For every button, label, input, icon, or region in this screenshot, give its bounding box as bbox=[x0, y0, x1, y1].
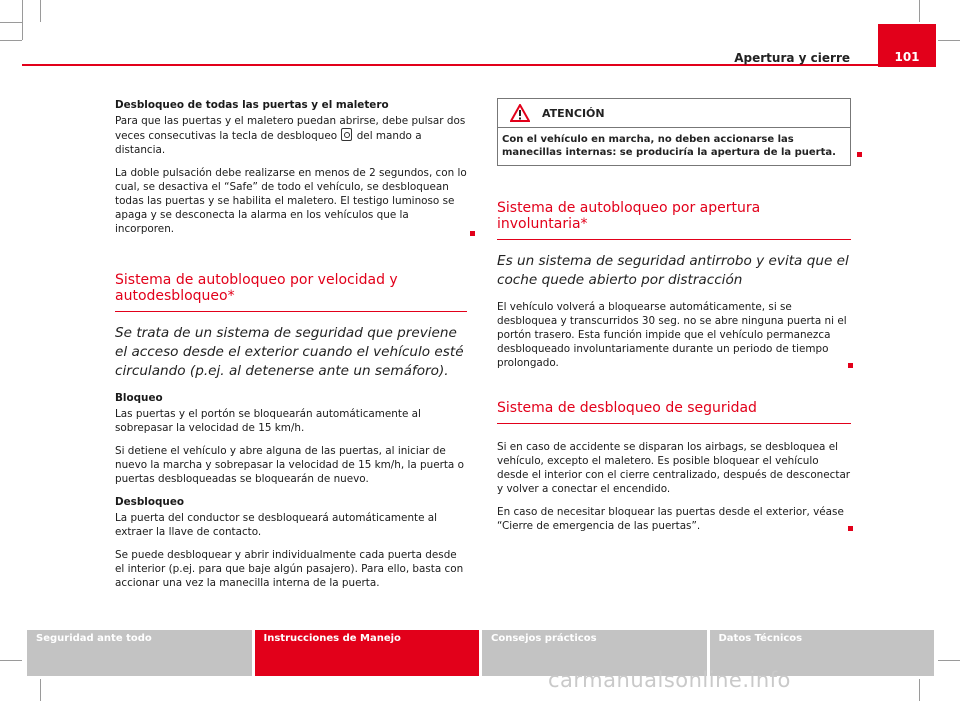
chapter-tabs bbox=[27, 630, 934, 676]
crop-mark bbox=[0, 22, 22, 23]
section-title: Sistema de autobloqueo por velocidad y autodesbloqueo* bbox=[115, 272, 467, 312]
text: del mando a distancia. bbox=[115, 130, 422, 156]
section-end-marker bbox=[470, 231, 475, 236]
watermark: carmanualsonline.info bbox=[548, 668, 791, 692]
paragraph: La puerta del conductor se desbloqueará automáticamente al extraer la llave de contacto. bbox=[115, 512, 438, 538]
paragraph bbox=[497, 300, 851, 370]
text: La doble pulsación debe realizarse en menos de 2 segundos, con lo cual, se desactiva el “Safe” de todo el vehículo, se desbloquean todas las puertas y se habilita el maletero. El testigo luminoso se apaga y se desconecta la alarma en los vehículos que la incorporen. bbox=[115, 167, 467, 235]
crop-mark bbox=[40, 679, 41, 701]
section-title: Sistema de desbloqueo de seguridad bbox=[497, 400, 851, 424]
header-title: Apertura y cierre bbox=[734, 51, 850, 65]
unlock-key-icon bbox=[341, 128, 352, 141]
crop-mark bbox=[938, 660, 960, 661]
crop-mark bbox=[919, 679, 920, 701]
page-number: 101 bbox=[878, 24, 936, 67]
left-column bbox=[115, 98, 467, 599]
warning-title: ATENCIÓN bbox=[542, 106, 605, 120]
paragraph: Las puertas y el portón se bloquearán automáticamente al sobrepasar la velocidad de 15 km/h. bbox=[115, 408, 421, 434]
paragraph: Si en caso de accidente se disparan los airbags, se desbloquea el vehículo, excepto el maletero. Es posible bloquear el vehículo desde el interior con el cierre centralizado, después de desconectar y volver a conectar el encendido. bbox=[497, 441, 851, 495]
crop-mark bbox=[919, 0, 920, 22]
section-end-marker bbox=[848, 526, 853, 531]
warning-header bbox=[498, 99, 850, 128]
section-subheading: Desbloqueo bbox=[115, 496, 185, 508]
section-intro: Se trata de un sistema de seguridad que previene el acceso desde el exterior cuando el vehículo esté circulando (p.ej. al detenerse ante un semáforo). bbox=[115, 325, 464, 379]
tab-datos[interactable]: Datos Técnicos bbox=[710, 630, 935, 676]
warning-text: Con el vehículo en marcha, no deben accionarse las manecillas internas: se produciría la apertura de la puerta. bbox=[502, 134, 836, 158]
crop-mark bbox=[938, 40, 960, 41]
tab-consejos[interactable]: Consejos prácticos bbox=[482, 630, 707, 676]
section-end-marker bbox=[848, 363, 853, 368]
section-subheading: Bloqueo bbox=[115, 392, 163, 404]
section-end-marker bbox=[857, 152, 862, 157]
paragraph bbox=[497, 505, 851, 533]
text: En caso de necesitar bloquear las puertas desde el exterior, véase “Cierre de emergencia de las puertas”. bbox=[497, 506, 844, 532]
warning-box bbox=[497, 98, 851, 166]
paragraph bbox=[115, 114, 467, 157]
paragraph bbox=[115, 166, 467, 236]
section-title: Sistema de autobloqueo por apertura involuntaria* bbox=[497, 200, 851, 240]
crop-mark bbox=[40, 0, 41, 22]
paragraph: Si detiene el vehículo y abre alguna de las puertas, al iniciar de nuevo la marcha y sobrepasar la velocidad de 15 km/h, la puerta o puertas desbloqueadas se bloquearán de nuevo. bbox=[115, 445, 464, 485]
section-subheading: Desbloqueo de todas las puertas y el maletero bbox=[115, 99, 389, 111]
crop-mark bbox=[22, 0, 23, 40]
text: El vehículo volverá a bloquearse automáticamente, si se desbloquea y transcurridos 30 seg. no se abre ninguna puerta ni el portón trasero. Esta función impide que el vehículo permanezca desbloqueado involuntariamente durante un periodo de tiempo prolongado. bbox=[497, 301, 847, 369]
tab-seguridad[interactable]: Seguridad ante todo bbox=[27, 630, 252, 676]
paragraph: Se puede desbloquear y abrir individualmente cada puerta desde el interior (p.ej. para que baje algún pasajero). Para ello, basta con accionar una vez la manecilla interna de la puerta. bbox=[115, 549, 464, 589]
crop-mark bbox=[0, 660, 22, 661]
tab-instrucciones[interactable]: Instrucciones de Manejo bbox=[255, 630, 480, 676]
right-column bbox=[497, 98, 851, 542]
section-intro: Es un sistema de seguridad antirrobo y evita que el coche quede abierto por distracción bbox=[497, 253, 849, 288]
crop-mark bbox=[0, 40, 22, 41]
warning-triangle-icon bbox=[498, 99, 542, 127]
text: Para que las puertas y el maletero puedan abrirse, debe pulsar dos veces consecutivas la tecla de desbloqueo bbox=[115, 115, 466, 142]
